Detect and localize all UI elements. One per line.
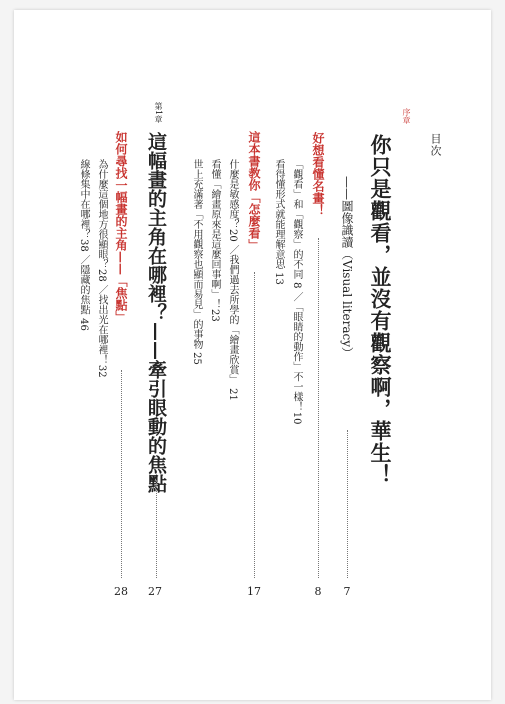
section-page-number-3: 28 [114, 585, 128, 598]
section-leader-dots-1 [318, 238, 319, 578]
section-page-number-2: 17 [247, 585, 261, 598]
section-page-number-1: 8 [314, 585, 322, 598]
prologue-title: 你只是觀看，並沒有觀察啊，華生！ [368, 134, 393, 486]
section-heading-find-protagonist: 如何尋找一幅畫的主角——「焦點」 [114, 131, 128, 323]
toc-item: 看懂「繪畫原來是這麼回事啊」！23 [209, 159, 220, 322]
chapter1-page-number: 27 [148, 585, 162, 598]
toc-item: 世上充滿著「不用觀察也顯而易見」的事物 25 [191, 159, 202, 365]
section-heading-want-to-understand: 好想看懂名畫！ [311, 132, 325, 216]
toc-item: 什麼是敏感度？20 ／我們過去所學的「繪畫欣賞」 21 [227, 159, 238, 401]
toc-item: 為什麼這個地方很顯眼？28 ／找出光在哪裡！32 [96, 159, 107, 378]
prologue-label: 序章 [402, 108, 411, 124]
section-heading-how-to-see: 這本書教你「怎麼看」 [247, 131, 261, 251]
book-page [14, 10, 491, 700]
chapter1-label: 第1章 [154, 102, 163, 124]
toc-item: 線條集中在哪裡？38 ／隱藏的焦點 46 [78, 159, 89, 331]
prologue-leader-dots [347, 430, 348, 578]
chapter1-leader-dots [156, 480, 157, 578]
section-leader-dots-2 [254, 272, 255, 578]
toc-item: 「觀看」和「觀察」的不同 8 ／「眼睛的動作」不一樣！10 [291, 159, 302, 425]
prologue-subtitle: ——圖像識讀（Visual literacy） [340, 176, 354, 359]
toc-item: 看得懂形式就能理解意思 13 [273, 159, 284, 285]
toc-title: 目次 [429, 133, 442, 157]
section-leader-dots-3 [121, 370, 122, 578]
chapter1-title: 這幅畫的主角在哪裡？——牽引眼動的焦點 [145, 132, 167, 493]
prologue-page-number: 7 [343, 585, 351, 598]
